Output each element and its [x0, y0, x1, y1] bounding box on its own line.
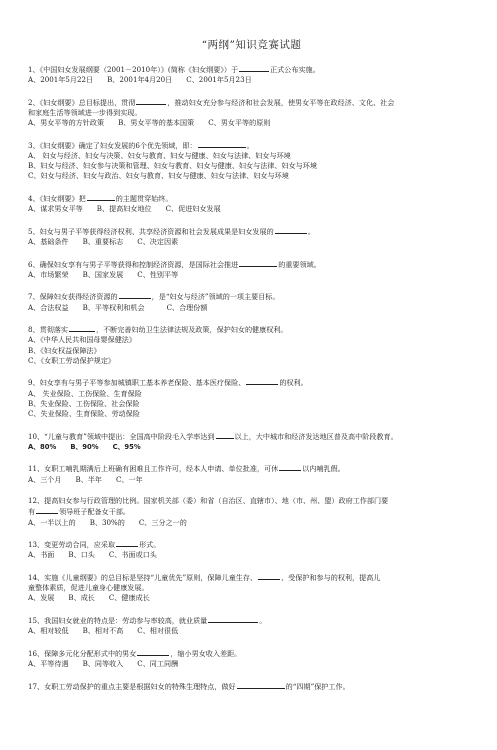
- answer-blank: [279, 463, 301, 471]
- options: A、书面 B、口头 C、书面或口头: [28, 550, 157, 560]
- options: A、市场繁荣 B、国家发展 C、性别平等: [28, 269, 179, 279]
- question-11: 11、女职工哺乳期满后上班确有困难且工作许可，经本人申请、单位批准，可休 以内哺乳假。 A、三个月 B、半年 C、一年: [28, 463, 475, 484]
- question-3: 3、《妇女纲要》确定了妇女发展的6个优先领域，即： 。 A、 妇女与经济、妇女与决策、妇女与教育、妇女与健康、妇女与法律、妇女与环境 B、妇女与经济、妇女参与决策和管理、妇女与教育、妇女与健康、妇女与法律、妇女与环境 C、妇女与经济、妇女与政治、妇女与教育、妇女与健康、妇女与法律、妇女与环境: [28, 140, 317, 181]
- answer-blank: [36, 506, 58, 514]
- answer-blank: [137, 648, 169, 656]
- answer-blank: [239, 259, 277, 267]
- options: A、平等待遇 B、同等收入 C、同工同酬: [28, 658, 179, 668]
- answer-blank: [208, 615, 258, 623]
- options: A、谋求男女平等 B、提高妇女地位 C、促进妇女发展: [28, 204, 221, 214]
- question-5: 5、妇女与男子平等获得经济权利、共享经济资源和社会发展成果是妇女发展的 。 A、基础条件 B、重要标志 C、决定因素: [28, 226, 475, 247]
- question-4: 4、《妇女纲要》把 的主题贯穿始终。 A、谋求男女平等 B、提高妇女地位 C、促进妇女发展: [28, 193, 475, 214]
- answer-blank: [258, 572, 280, 580]
- question-14: 14、实施《儿童纲要》的总目标是坚持“儿童优先”原则，保障儿童生存、 、受保护和参与的权利，提高儿 童整体素质，促进儿童身心健康发展。 A、发展 B、成长 C、健康成长: [28, 572, 475, 604]
- answer-blank: [119, 291, 151, 299]
- question-7: 7、保障妇女获得经济资源的 ，是“妇女与经济”领域的一项主要目标。 A、合法权益 B、平等权利和机会 C、合理份额: [28, 291, 475, 312]
- question-9: 9、妇女享有与男子平等参加城镇职工基本养老保险、基本医疗保险、 的权利。 A、 失业保险、工伤保险、生育保险 B、失业保险、工伤保险、社会保险 C、失业保险、生育保险、劳动保险: [28, 378, 308, 418]
- question-6: 6、确保妇女享有与男子平等获得和控制经济资源，是国际社会推进 的重要领域。 A、市场繁荣 B、国家发展 C、性别平等: [28, 259, 475, 280]
- answer-blank: [87, 193, 115, 201]
- answer-blank: [216, 431, 234, 439]
- answer-blank: [116, 539, 138, 547]
- answer-blank: [246, 377, 278, 385]
- question-1: 1、《中国妇女发展纲要（2001－2010年）》(简称《妇女纲要》）于 正式公布实施。 A、2001年5月22日 B、2001年4月20日 C、2001年5月23日: [28, 64, 475, 85]
- options: A、一半以上的 B、30%的 C、三分之一的: [28, 517, 187, 527]
- options: A、合法权益 B、平等权利和机会 C、合理份额: [28, 302, 208, 312]
- answer-blank: [198, 140, 246, 148]
- document-title: “两纲”知识竞赛试题: [201, 39, 302, 51]
- answer-blank: [239, 64, 269, 72]
- question-15: 15、我国妇女就业的特点是：劳动参与率较高，就业质量 。 A、相对较低 B、相对不高 C、相对很低: [28, 615, 475, 636]
- options: A、三个月 B、半年 C、一年: [28, 474, 143, 484]
- answer-blank: [69, 324, 95, 332]
- options: A、80% B、90% C、95%: [28, 442, 141, 451]
- answer-blank: [237, 681, 285, 689]
- options: A、2001年5月22日 B、2001年4月20日 C、2001年5月23日: [28, 75, 252, 85]
- question-17: 17、女职工劳动保护的重点主要是根据妇女的特殊生理特点，做好 的“四期”保护工作。: [28, 681, 350, 691]
- question-13: 13、变更劳动合同，应采取 形式。 A、书面 B、口头 C、书面或口头: [28, 539, 475, 560]
- question-10: 10、“儿童与教育”领域中提出：全国高中阶段毛入学率达到 以上，大中城市和经济发达地区普及高中阶段教育。 A、80% B、90% C、95%: [28, 431, 475, 452]
- question-2: 2、《妇女纲要》总目标提出，贯彻 ，推动妇女充分参与经济和社会发展，使男女平等在政经济、文化、社会 和家庭生活等领域进一步得到实现。 A、男女平等的方针政策 B、男女平等的基本国策 C、男女平等的原则: [28, 97, 475, 129]
- options: A、相对较低 B、相对不高 C、相对很低: [28, 626, 179, 636]
- question-16: 16、保障多元化分配形式中的男女 ，缩小男女收入差距。 A、平等待遇 B、同等收入 C、同工同酬: [28, 648, 475, 669]
- question-8: 8、贯彻落实 ，不断完善妇幼卫生法律法规及政策，保护妇女的健康权利。 A、《中华人民共和国母婴保健法》 B、《妇女权益保障法》 C、《女职工劳动保护规定》: [28, 325, 288, 365]
- question-12: 12、提高妇女参与行政管理的比例。国家机关部（委）和省（自治区、直辖市）、地（市、州、盟）政府工作部门要 有 领导班子配备女干部。 A、一半以上的 B、30%的 C、三分之一的: [28, 496, 475, 528]
- answer-blank: [136, 97, 166, 105]
- options: A、发展 B、成长 C、健康成长: [28, 593, 150, 603]
- options: A、基础条件 B、重要标志 C、决定因素: [28, 237, 179, 246]
- options: A、男女平等的方针政策 B、男女平等的基本国策 C、男女平等的原则: [28, 118, 271, 128]
- answer-blank: [275, 226, 307, 234]
